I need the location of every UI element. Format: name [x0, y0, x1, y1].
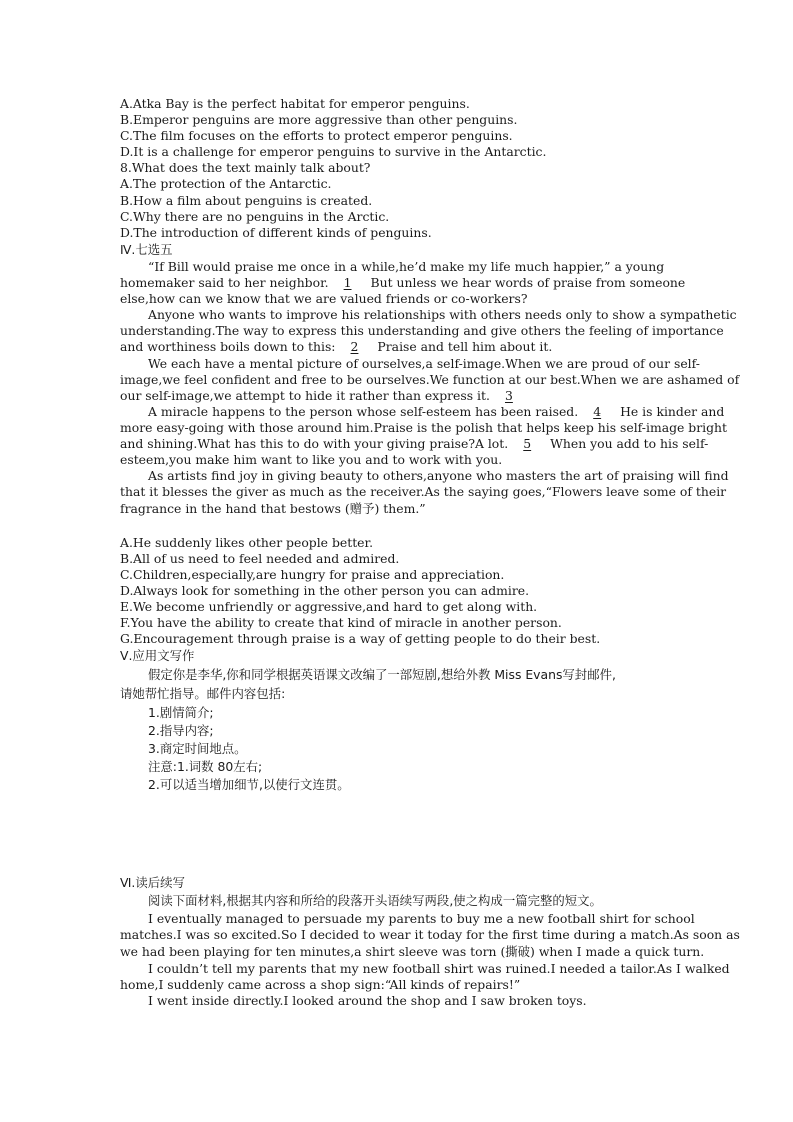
s4-p3-line3-a: our self-image,we attempt to hide it rather than express it. — [120, 388, 490, 403]
s4-p4-line4: esteem,you make him want to like you and to work with you. — [120, 452, 503, 467]
q8-question: 8.What does the text mainly talk about? — [120, 160, 371, 175]
s4-p4-line3 — [120, 436, 708, 452]
s4-option-b: B.All of us need to feel needed and admired. — [120, 551, 400, 566]
s4-p1-line1: “If Bill would praise me once in a while,he’d make my life much happier,” a young — [148, 259, 665, 274]
s5-line1: 假定你是李华,你和同学根据英语课文改编了一部短剧,想给外教 Miss Evans写封邮件, — [148, 667, 616, 682]
s4-p2-line3 — [120, 339, 552, 355]
blank-5: 5 — [523, 436, 532, 451]
s4-option-a: A.He suddenly likes other people better. — [120, 535, 374, 550]
s4-p2-line3-a: and worthiness boils down to this: — [120, 339, 336, 354]
s6-p1-line2: matches.I was so excited.So I decided to wear it today for the first time during a match.As soon as — [120, 927, 740, 942]
s4-p4-line1-a: A miracle happens to the person whose self-esteem has been raised. — [148, 404, 579, 419]
s4-p1-line2 — [120, 275, 685, 291]
blank-1: 1 — [343, 275, 352, 290]
s4-p4-line3-b: When you add to his self- — [546, 436, 709, 451]
s4-option-e: E.We become unfriendly or aggressive,and hard to get along with. — [120, 599, 538, 614]
s4-p3-line3 — [120, 388, 528, 404]
s4-p5-line3: fragrance in the hand that bestows (赠予) them.” — [120, 501, 426, 516]
s5-item1: 1.剧情简介; — [148, 705, 214, 720]
s4-option-f: F.You have the ability to create that kind of miracle in another person. — [120, 615, 562, 630]
s4-p1-line2-a: homemaker said to her neighbor. — [120, 275, 329, 290]
s4-p4-line1 — [148, 404, 724, 420]
q8-option-b: B.How a film about penguins is created. — [120, 193, 373, 208]
q8-option-c: C.Why there are no penguins in the Arctic. — [120, 209, 390, 224]
q7-option-d: D.It is a challenge for emperor penguins to survive in the Antarctic. — [120, 144, 547, 159]
s5-item2: 2.指导内容; — [148, 723, 214, 738]
blank-2: 2 — [350, 339, 359, 354]
s6-p1-line3: we had been playing for ten minutes,a shirt sleeve was torn (撕破) when I made a quick turn. — [120, 944, 705, 959]
s4-option-c: C.Children,especially,are hungry for praise and appreciation. — [120, 567, 505, 582]
q8-option-a: A.The protection of the Antarctic. — [120, 176, 332, 191]
q8-option-d: D.The introduction of different kinds of penguins. — [120, 225, 432, 240]
s4-option-d: D.Always look for something in the other person you can admire. — [120, 583, 530, 598]
s4-p2-line1: Anyone who wants to improve his relationships with others needs only to show a sympathetic — [148, 307, 737, 322]
s4-p1-line2-b: But unless we hear words of praise from someone — [366, 275, 686, 290]
q7-option-a: A.Atka Bay is the perfect habitat for emperor penguins. — [120, 96, 470, 111]
s4-option-g: G.Encouragement through praise is a way of getting people to do their best. — [120, 631, 601, 646]
s4-p2-line3-b: Praise and tell him about it. — [373, 339, 553, 354]
s4-p5-line1: As artists find joy in giving beauty to others,anyone who masters the art of praising will find — [148, 468, 729, 483]
s4-p4-line3-a: and shining.What has this to do with your giving praise?A lot. — [120, 436, 509, 451]
section-5-heading: Ⅴ.应用文写作 — [120, 648, 195, 663]
s6-p2-line2: home,I suddenly came across a shop sign:“All kinds of repairs!” — [120, 977, 521, 992]
s5-line2: 请她帮忙指导。邮件内容包括: — [120, 686, 286, 701]
q7-option-b: B.Emperor penguins are more aggressive than other penguins. — [120, 112, 518, 127]
q7-option-c: C.The film focuses on the efforts to protect emperor penguins. — [120, 128, 513, 143]
s5-note1: 注意:1.词数 80左右; — [148, 759, 263, 774]
s6-p3-line1: I went inside directly.I looked around the shop and I saw broken toys. — [148, 993, 587, 1008]
s6-p2-line1: I couldn’t tell my parents that my new football shirt was ruined.I needed a tailor.As I walked — [148, 961, 730, 976]
s5-note2: 2.可以适当增加细节,以使行文连贯。 — [148, 777, 350, 792]
s4-p3-line2: image,we feel confident and free to be ourselves.We function at our best.When we are ashamed of — [120, 372, 740, 387]
s4-p1-line3: else,how can we know that we are valued friends or co-workers? — [120, 291, 528, 306]
s6-p1-line1: I eventually managed to persuade my parents to buy me a new football shirt for school — [148, 911, 695, 926]
blank-3: 3 — [504, 388, 513, 403]
section-4-heading: Ⅳ.七选五 — [120, 242, 173, 257]
s5-item3: 3.商定时间地点。 — [148, 741, 247, 756]
s4-p3-line1: We each have a mental picture of ourselves,a self-image.When we are proud of our self- — [148, 356, 700, 371]
s4-p4-line2: more easy-going with those around him.Praise is the polish that helps keep his self-image bright — [120, 420, 727, 435]
s4-p5-line2: that it blesses the giver as much as the receiver.As the saying goes,“Flowers leave some of their — [120, 484, 727, 499]
s4-p2-line2: understanding.The way to express this understanding and give others the feeling of importance — [120, 323, 724, 338]
s4-p4-line1-b: He is kinder and — [616, 404, 725, 419]
section-6-heading: Ⅵ.读后续写 — [120, 875, 185, 890]
s6-intro: 阅读下面材料,根据其内容和所给的段落开头语续写两段,使之构成一篇完整的短文。 — [148, 893, 602, 908]
blank-4: 4 — [593, 404, 602, 419]
